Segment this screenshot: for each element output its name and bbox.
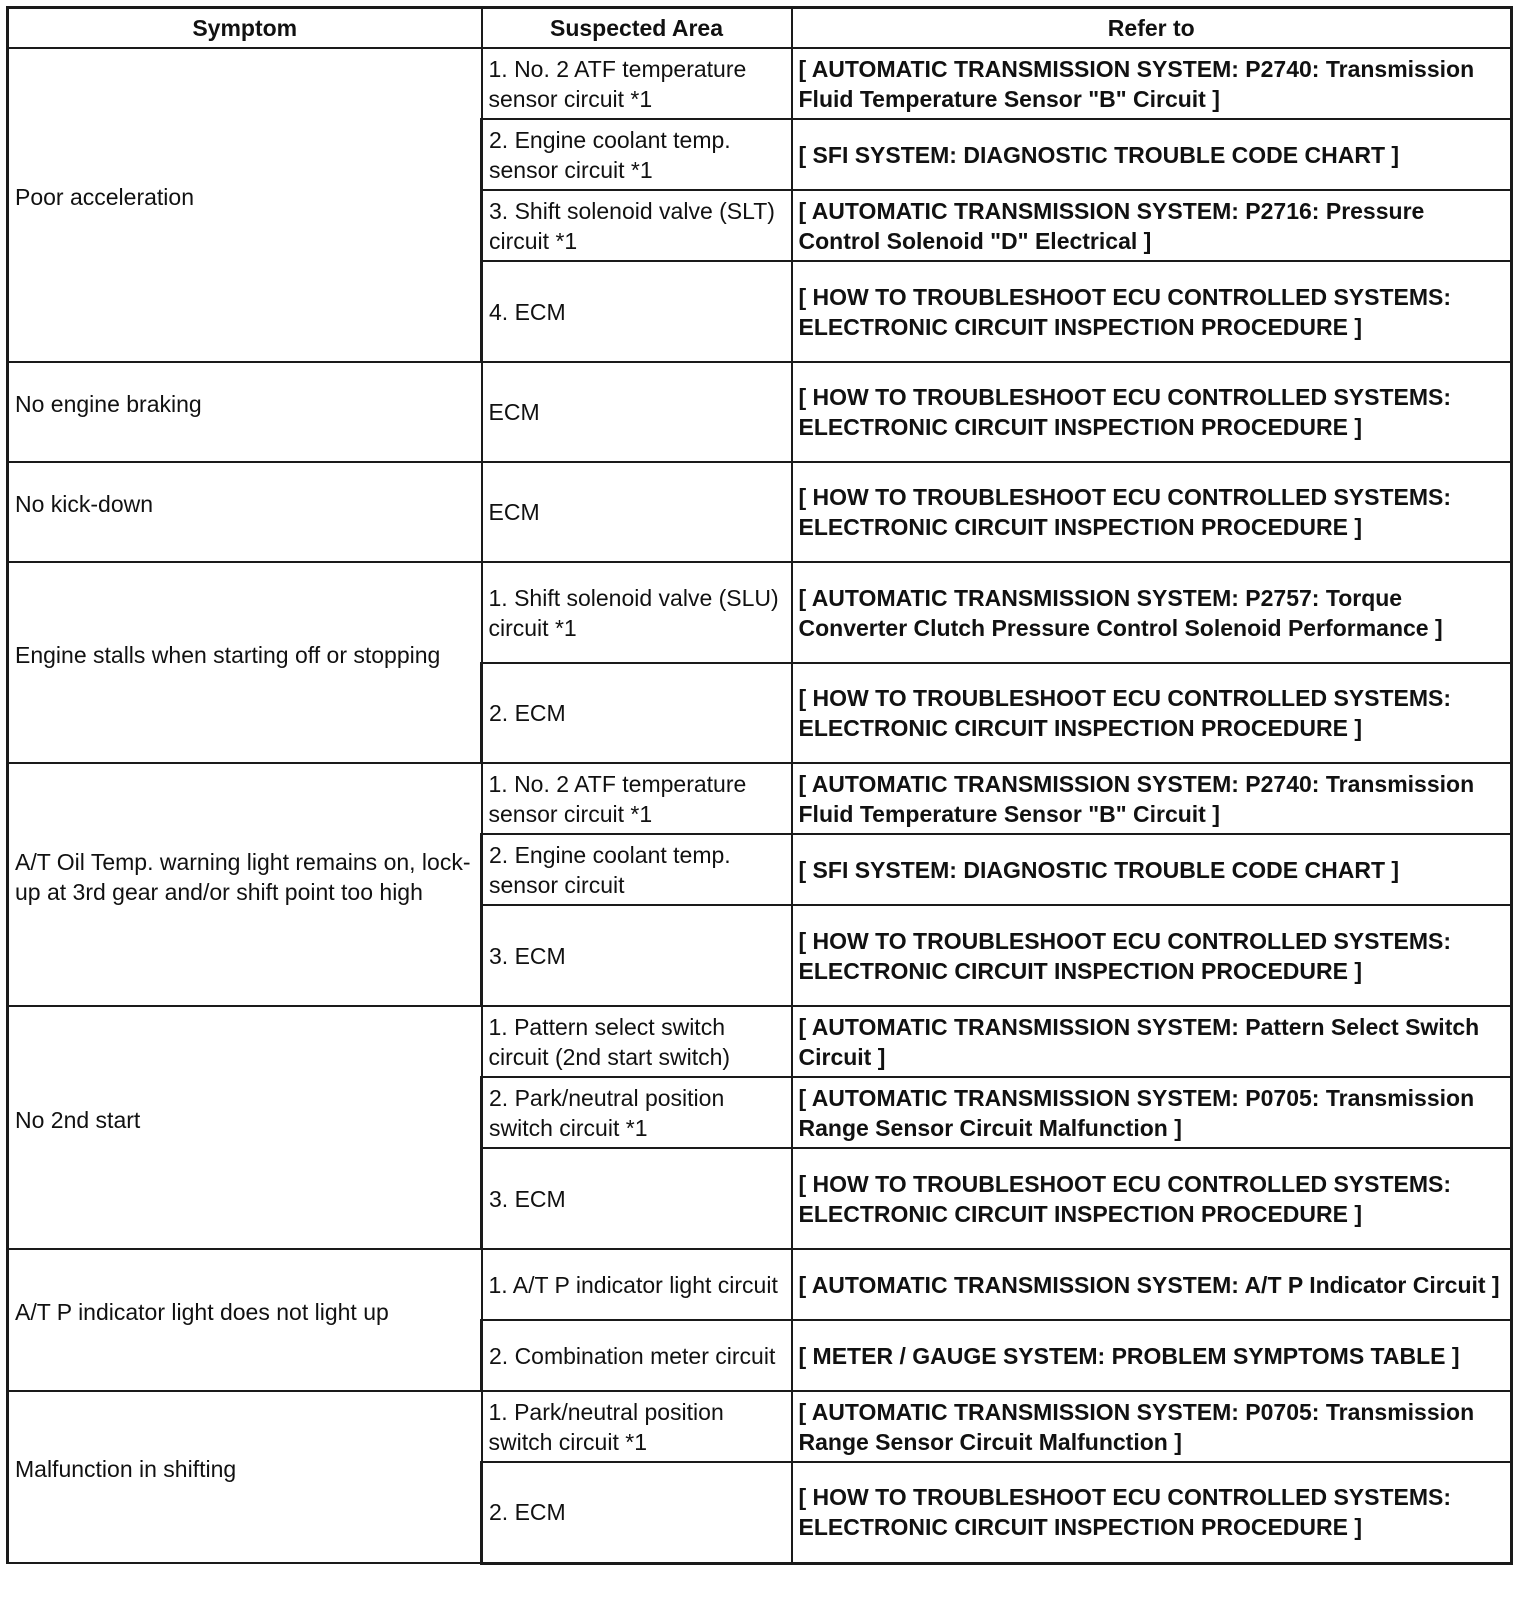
table-row [8, 1006, 1512, 1077]
problem-symptoms-table [6, 6, 1513, 1565]
suspected-area-cell: 2. Engine coolant temp. sensor circuit *1 [482, 119, 792, 190]
symptom-text: Engine stalls when starting off or stopping [15, 641, 441, 668]
refer-to-cell: [ SFI SYSTEM: DIAGNOSTIC TROUBLE CODE CHART ] [792, 119, 1512, 190]
suspected-area-cell: 2. ECM [482, 663, 792, 763]
refer-to-cell: [ SFI SYSTEM: DIAGNOSTIC TROUBLE CODE CHART ] [792, 834, 1512, 905]
table-row [8, 562, 1512, 663]
symptom-text: No engine braking [15, 391, 202, 417]
table-header-row [8, 8, 1512, 49]
suspected-area-cell: 1. Park/neutral position switch circuit *1 [482, 1391, 792, 1462]
table-row [8, 48, 1512, 119]
refer-to-cell: [ METER / GAUGE SYSTEM: PROBLEM SYMPTOMS TABLE ] [792, 1320, 1512, 1391]
header-suspected-area: Suspected Area [482, 8, 792, 49]
suspected-area-cell: 1. Shift solenoid valve (SLU) circuit *1 [482, 562, 792, 663]
symptom-cell [8, 763, 482, 1006]
suspected-area-cell: 2. Engine coolant temp. sensor circuit [482, 834, 792, 905]
suspected-area-cell: 3. Shift solenoid valve (SLT) circuit *1 [482, 190, 792, 261]
symptom-cell [8, 1391, 482, 1563]
refer-to-cell: [ AUTOMATIC TRANSMISSION SYSTEM: P2757: Torque Converter Clutch Pressure Control Solenoid Performance ] [792, 562, 1512, 663]
symptom-cell [8, 48, 482, 362]
suspected-area-cell: 3. ECM [482, 905, 792, 1006]
refer-to-cell: [ HOW TO TROUBLESHOOT ECU CONTROLLED SYSTEMS: ELECTRONIC CIRCUIT INSPECTION PROCEDURE ] [792, 905, 1512, 1006]
suspected-area-cell: 1. No. 2 ATF temperature sensor circuit *1 [482, 763, 792, 834]
table-row [8, 362, 1512, 462]
symptom-text: No 2nd start [15, 1106, 141, 1133]
suspected-area-cell: 3. ECM [482, 1148, 792, 1249]
refer-to-cell: [ AUTOMATIC TRANSMISSION SYSTEM: A/T P Indicator Circuit ] [792, 1249, 1512, 1320]
suspected-area-cell: 2. ECM [482, 1462, 792, 1563]
refer-to-cell: [ AUTOMATIC TRANSMISSION SYSTEM: P0705: Transmission Range Sensor Circuit Malfunction ] [792, 1391, 1512, 1462]
symptom-text: Malfunction in shifting [15, 1456, 237, 1482]
symptom-text: Poor acceleration [15, 184, 194, 210]
refer-to-cell: [ AUTOMATIC TRANSMISSION SYSTEM: P2716: Pressure Control Solenoid "D" Electrical ] [792, 190, 1512, 261]
header-symptom: Symptom [8, 8, 482, 49]
table-row [8, 1249, 1512, 1320]
refer-to-cell: [ HOW TO TROUBLESHOOT ECU CONTROLLED SYSTEMS: ELECTRONIC CIRCUIT INSPECTION PROCEDURE ] [792, 362, 1512, 462]
symptom-cell [8, 462, 482, 562]
table-row [8, 763, 1512, 834]
suspected-area-cell: 4. ECM [482, 261, 792, 362]
symptom-text: A/T Oil Temp. warning light remains on, lock-up at 3rd gear and/or shift point too high [15, 848, 471, 905]
refer-to-cell: [ AUTOMATIC TRANSMISSION SYSTEM: P2740: Transmission Fluid Temperature Sensor "B" Circuit ] [792, 763, 1512, 834]
suspected-area-cell: 2. Park/neutral position switch circuit *1 [482, 1077, 792, 1148]
table-row [8, 462, 1512, 562]
table-row [8, 1391, 1512, 1462]
suspected-area-cell: 1. A/T P indicator light circuit [482, 1249, 792, 1320]
symptom-cell [8, 1249, 482, 1391]
suspected-area-cell: ECM [482, 362, 792, 462]
symptom-cell [8, 362, 482, 462]
symptom-text: No kick-down [15, 491, 154, 517]
refer-to-cell: [ HOW TO TROUBLESHOOT ECU CONTROLLED SYSTEMS: ELECTRONIC CIRCUIT INSPECTION PROCEDURE ] [792, 1462, 1512, 1563]
refer-to-cell: [ AUTOMATIC TRANSMISSION SYSTEM: P2740: Transmission Fluid Temperature Sensor "B" Circuit ] [792, 48, 1512, 119]
suspected-area-cell: ECM [482, 462, 792, 562]
symptom-cell [8, 1006, 482, 1249]
refer-to-cell: [ HOW TO TROUBLESHOOT ECU CONTROLLED SYSTEMS: ELECTRONIC CIRCUIT INSPECTION PROCEDURE ] [792, 663, 1512, 763]
refer-to-cell: [ AUTOMATIC TRANSMISSION SYSTEM: Pattern Select Switch Circuit ] [792, 1006, 1512, 1077]
table-body [8, 48, 1512, 1563]
table-wrapper [6, 6, 1513, 1565]
refer-to-cell: [ HOW TO TROUBLESHOOT ECU CONTROLLED SYSTEMS: ELECTRONIC CIRCUIT INSPECTION PROCEDURE ] [792, 261, 1512, 362]
suspected-area-cell: 1. No. 2 ATF temperature sensor circuit *1 [482, 48, 792, 119]
header-refer-to: Refer to [792, 8, 1512, 49]
symptom-text: A/T P indicator light does not light up [15, 1299, 389, 1325]
refer-to-cell: [ HOW TO TROUBLESHOOT ECU CONTROLLED SYSTEMS: ELECTRONIC CIRCUIT INSPECTION PROCEDURE ] [792, 1148, 1512, 1249]
refer-to-cell: [ AUTOMATIC TRANSMISSION SYSTEM: P0705: Transmission Range Sensor Circuit Malfunction ] [792, 1077, 1512, 1148]
refer-to-cell: [ HOW TO TROUBLESHOOT ECU CONTROLLED SYSTEMS: ELECTRONIC CIRCUIT INSPECTION PROCEDURE ] [792, 462, 1512, 562]
suspected-area-cell: 1. Pattern select switch circuit (2nd start switch) [482, 1006, 792, 1077]
suspected-area-cell: 2. Combination meter circuit [482, 1320, 792, 1391]
symptom-cell [8, 562, 482, 763]
